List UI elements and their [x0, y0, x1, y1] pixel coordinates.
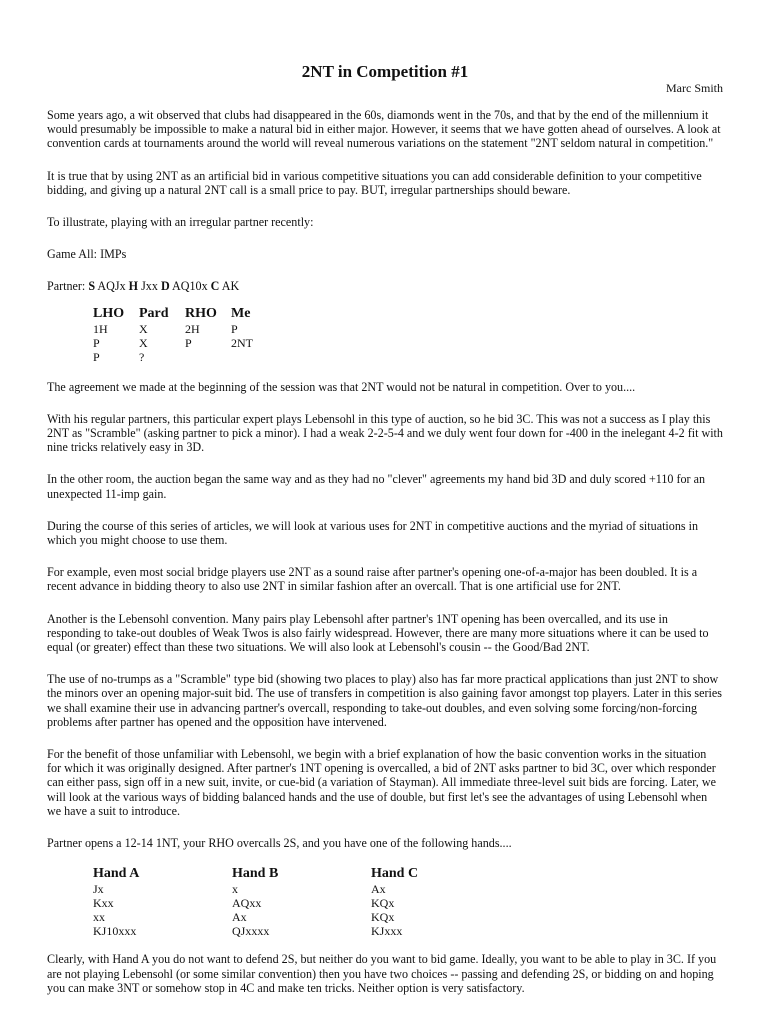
auction-cell: P — [93, 335, 100, 350]
auction-header-lho: LHO — [93, 305, 125, 321]
hearts-label: H — [128, 279, 139, 294]
hand-cell: Jx — [93, 882, 104, 897]
auction-row — [93, 350, 271, 364]
auction-cell: P — [93, 349, 100, 364]
hand-cell: KQx — [371, 910, 395, 925]
paragraph: Another is the Lebensohl convention. Many pairs play Lebensohl after partner's 1NT opening has been overcalled, and its use in responding to take-out doubles of Weak Twos is also fairly widespread. However, there are many more situations where it can be used to equal (or greater) effect than these two situations. We will also look at Lebensohl's cousin -- the Good/Bad 2NT. — [47, 611, 709, 655]
auction-cell: X — [139, 335, 148, 350]
paragraph: For example, even most social bridge players use 2NT as a sound raise after partner's opening one-of-a-major has been doubled. It is a recent advance in bidding theory to also use 2NT in similar fashion after an overcall. That is one artificial use for 2NT. — [47, 565, 698, 594]
hand-cell: Ax — [371, 882, 386, 897]
spades-cards: AQJx — [95, 279, 129, 294]
hand-cell: KJxxx — [371, 924, 403, 939]
auction-header-rho: RHO — [185, 305, 217, 321]
paragraph: Game All: IMPs — [47, 247, 127, 262]
hands-header-row — [93, 866, 491, 882]
paragraph: It is true that by using 2NT as an artificial bid in various competitive situations you can add considerable definition to your competitive bidding, and giving up a natural 2NT call is a small price to pay. BUT, irregular partnerships should beware. — [47, 168, 702, 197]
paragraph: With his regular partners, this particular expert plays Lebensohl in this type of auction, so he bid 3C. This was not a success as I play this 2NT as "Scramble" (asking partner to pick a minor). I had a weak 2-2-5-4 and we duly went four down for -400 in the inelegant 4-2 fit with nine tricks relatively easy in 3D. — [47, 411, 723, 455]
auction-header-pard: Pard — [139, 305, 169, 321]
hand-c-header: Hand C — [371, 866, 419, 882]
author-name: Marc Smith — [666, 81, 723, 95]
clubs-cards: AK — [219, 279, 240, 294]
auction-row — [93, 336, 271, 350]
auction-row — [93, 322, 271, 336]
paragraph: Some years ago, a wit observed that clubs had disappeared in the 60s, diamonds went in the 70s, and that by the end of the millennium it would presumably be impossible to make a natural bid in either major. However, it seems that we have gotten ahead of ourselves. A look at convention cards at tournaments around the world will reveal numerous variations on the statement "2NT seldom natural in competition." — [47, 108, 721, 151]
hands-row — [93, 910, 491, 924]
paragraph: In the other room, the auction began the same way and as they had no "clever" agreements my hand bid 3D and duly scored +110 for an unexpected 11-imp gain. — [47, 472, 706, 501]
hand-cell: Kxx — [93, 896, 114, 911]
hand-b-header: Hand B — [232, 866, 279, 882]
auction-header-row — [93, 306, 271, 322]
hands-table — [93, 866, 491, 938]
hand-cell: Ax — [232, 910, 247, 925]
page-title: 2NT in Competition #1 — [301, 62, 469, 81]
paragraph: To illustrate, playing with an irregular partner recently: — [47, 215, 314, 230]
spades-label: S — [88, 279, 96, 294]
auction-cell: P — [231, 321, 238, 336]
auction-cell: X — [139, 321, 148, 336]
partner-hand-line — [47, 279, 723, 293]
auction-cell: ? — [139, 349, 145, 364]
hearts-cards: Jxx — [138, 279, 161, 294]
paragraph: During the course of this series of articles, we will look at various uses for 2NT in competitive auctions and the myriad of situations in which you might choose to use them. — [47, 518, 699, 548]
diamonds-cards: AQ10x — [169, 279, 211, 294]
hands-row — [93, 896, 491, 910]
hand-a-header: Hand A — [93, 866, 140, 882]
article-body — [47, 108, 723, 1013]
auction-cell: P — [185, 335, 192, 350]
hand-cell: KQx — [371, 896, 395, 911]
hand-cell: x — [232, 882, 238, 897]
hands-row — [93, 924, 491, 938]
hand-cell: KJ10xxx — [93, 924, 137, 939]
clubs-label: C — [210, 279, 220, 294]
paragraph: For the benefit of those unfamiliar with Lebensohl, we begin with a brief explanation of how the basic convention works in the situation for which it was originally designed. After partner's 1NT opening is overcalled, a bid of 2NT asks partner to bid 3C, over which responder can either pass, sign off in a new suit, invite, or cue-bid (a variation of Stayman). All immediate three-level suit bids are forcing. Later, we will look at the various ways of bidding balanced hands and the use of double, but first let's see the advantages of using Lebensohl when we have a suit to introduce. — [47, 747, 716, 818]
hand-cell: AQxx — [232, 896, 262, 911]
hand-cell: QJxxxx — [232, 924, 270, 939]
paragraph: Clearly, with Hand A you do not want to defend 2S, but neither do you want to bid game. Ideally, you want to be able to play in 3C. If you are not playing Lebensohl (or some similar convention) then you have two choices -- passing and defending 2S, or bidding on and hoping you can make 3NT or somehow stop in 4C and make ten tricks. Neither option is very satisfactory. — [47, 952, 717, 995]
paragraph: The use of no-trumps as a "Scramble" type bid (showing two places to play) also has far more practical applications than just 2NT to show the minors over an opening major-suit bid. The use of transfers in competition is also gaining favor amongst top players. Later in this series we shall examine their use in advancing partner's overcall, responding to take-out doubles, and even solving some forcing/non-forcing problems after partner has opened and the opposition have intervened. — [47, 672, 722, 729]
auction-cell — [231, 350, 271, 364]
paragraph: Partner opens a 12-14 1NT, your RHO overcalls 2S, and you have one of the following hands.... — [47, 836, 512, 851]
auction-table — [93, 306, 271, 364]
auction-cell: 2H — [185, 321, 200, 336]
diamonds-label: D — [160, 279, 170, 294]
auction-cell — [185, 350, 231, 364]
auction-header-me: Me — [231, 305, 251, 321]
paragraph: The agreement we made at the beginning of the session was that 2NT would not be natural in competition. Over to you.... — [47, 379, 636, 394]
hand-cell: xx — [93, 910, 105, 925]
auction-cell: 2NT — [231, 335, 253, 350]
auction-cell: 1H — [93, 321, 108, 336]
partner-prefix: Partner: — [47, 279, 89, 294]
hands-row — [93, 882, 491, 896]
